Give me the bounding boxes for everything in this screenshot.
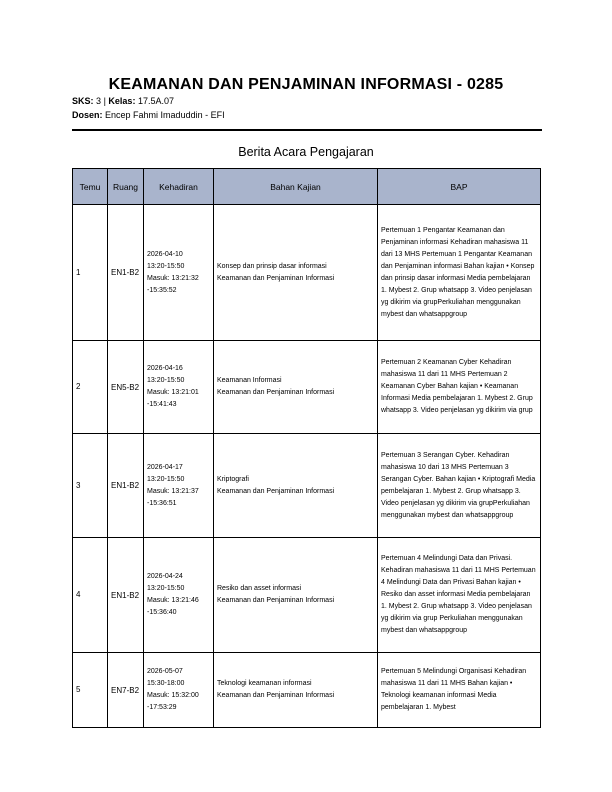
kehadiran-checkout: -17:53:29	[147, 704, 177, 711]
ruang-cell: EN7-B2	[108, 653, 144, 728]
kehadiran-cell	[144, 538, 214, 653]
column-header-bahan-kajian: Bahan Kajian	[214, 169, 378, 205]
kehadiran-checkout: -15:35:52	[147, 286, 177, 294]
ruang-cell: EN1-B2	[108, 205, 144, 341]
bahan-kajian-cell	[214, 538, 378, 653]
table-row	[73, 341, 541, 434]
temu-cell: 1	[73, 205, 108, 341]
bap-cell: Pertemuan 1 Pengantar Keamanan dan Penjaminan informasi Kehadiran mahasiswa 11 dari 13 MHS Pertemuan 1 Pengantar Keamanan dan Penjaminan informasi Bahan kajian • Konsep dan prinsip dasar informasi Media pembelajaran 1. Mybest 2. Grup whatsapp 3. Video penjelasan yg dikirim via grupPerkuliahan menggunakan mybest dan whatsappgroup	[378, 205, 541, 341]
bahan-course: Keamanan dan Penjaminan Informasi	[217, 389, 335, 396]
kehadiran-checkin: Masuk: 15:32:00	[147, 692, 199, 699]
bahan-kajian-cell	[214, 205, 378, 341]
dosen-label: Dosen:	[72, 110, 103, 120]
bap-cell: Pertemuan 2 Keamanan Cyber Kehadiran mahasiswa 11 dari 11 MHS Pertemuan 2 Keamanan Cyber Bahan kajian • Keamanan Informasi Media pembelajaran 1. Mybest 2. Grup whatsapp 3. Video penjelasan yg dikirim via grup	[378, 341, 541, 434]
separator: |	[103, 96, 106, 106]
kehadiran-schedule: 13:20-15:50	[147, 377, 185, 384]
header-divider	[72, 129, 542, 131]
temu-cell: 4	[73, 538, 108, 653]
kelas-value: 17.5A.07	[137, 96, 174, 106]
bap-table	[72, 168, 541, 728]
kehadiran-checkout: -15:36:51	[147, 499, 177, 507]
kehadiran-schedule: 15:30-18:00	[147, 680, 185, 687]
kehadiran-cell	[144, 434, 214, 538]
ruang-cell: EN1-B2	[108, 434, 144, 538]
kehadiran-date: 2026-04-10	[147, 250, 183, 258]
kehadiran-checkin: Masuk: 13:21:32	[147, 274, 199, 282]
bahan-course: Keamanan dan Penjaminan Informasi	[217, 274, 335, 282]
kehadiran-cell	[144, 205, 214, 341]
bahan-kajian-cell	[214, 434, 378, 538]
kehadiran-date: 2026-04-16	[147, 365, 183, 372]
kehadiran-schedule: 13:20-15:50	[147, 475, 185, 483]
ruang-cell: EN1-B2	[108, 538, 144, 653]
kehadiran-cell	[144, 341, 214, 434]
kehadiran-checkin: Masuk: 13:21:01	[147, 389, 199, 396]
kehadiran-schedule: 13:20-15:50	[147, 585, 185, 592]
ruang-cell: EN5-B2	[108, 341, 144, 434]
column-header-kehadiran: Kehadiran	[144, 169, 214, 205]
temu-cell: 3	[73, 434, 108, 538]
bahan-kajian-cell	[214, 653, 378, 728]
bap-cell: Pertemuan 3 Serangan Cyber. Kehadiran mahasiswa 10 dari 13 MHS Pertemuan 3 Serangan Cyber. Bahan kajian • Kriptografi Media pembelajaran 1. Mybest 2. Grup whatsapp 3. Video penjelasan yg dikirim via grupPerkuliahan menggunakan mybest dan whatsappgroup	[378, 434, 541, 538]
bahan-topic: Teknologi keamanan informasi	[217, 680, 312, 687]
section-title: Berita Acara Pengajaran	[238, 145, 374, 159]
kehadiran-cell	[144, 653, 214, 728]
table-row	[73, 434, 541, 538]
kehadiran-date: 2026-05-07	[147, 668, 183, 675]
bahan-course: Keamanan dan Penjaminan Informasi	[217, 692, 335, 699]
kehadiran-date: 2026-04-24	[147, 573, 183, 580]
table-row	[73, 653, 541, 728]
bahan-kajian-cell	[214, 341, 378, 434]
dosen-value: Encep Fahmi Imaduddin - EFI	[105, 110, 225, 120]
temu-cell: 5	[73, 653, 108, 728]
bap-cell: Pertemuan 5 Melindungi Organisasi Kehadiran mahasiswa 11 dari 11 MHS Bahan kajian • Teknologi keamanan informasi Media pembelajaran 1. Mybest	[378, 653, 541, 728]
course-info	[72, 96, 174, 106]
kehadiran-checkout: -15:36:40	[147, 609, 177, 616]
table-header-row	[73, 169, 541, 205]
sks-label: SKS:	[72, 96, 94, 106]
kehadiran-checkin: Masuk: 13:21:46	[147, 597, 199, 604]
kehadiran-schedule: 13:20-15:50	[147, 262, 185, 270]
bahan-topic: Konsep dan prinsip dasar informasi	[217, 262, 327, 270]
sks-value: 3	[96, 96, 102, 106]
bahan-topic: Keamanan Informasi	[217, 377, 282, 384]
bahan-course: Keamanan dan Penjaminan Informasi	[217, 487, 335, 495]
kehadiran-checkout: -15:41:43	[147, 401, 177, 408]
column-header-ruang: Ruang	[108, 169, 144, 205]
bahan-course: Keamanan dan Penjaminan Informasi	[217, 597, 335, 604]
column-header-temu: Temu	[73, 169, 108, 205]
kehadiran-checkin: Masuk: 13:21:37	[147, 487, 199, 495]
bahan-topic: Kriptografi	[217, 475, 249, 483]
document-title: KEAMANAN DAN PENJAMINAN INFORMASI - 0285	[108, 76, 504, 93]
column-header-bap: BAP	[378, 169, 541, 205]
table-row	[73, 205, 541, 341]
temu-cell: 2	[73, 341, 108, 434]
kehadiran-date: 2026-04-17	[147, 463, 183, 471]
kelas-label: Kelas:	[108, 96, 136, 106]
bap-cell: Pertemuan 4 Melindungi Data dan Privasi. Kehadiran mahasiswa 11 dari 11 MHS Pertemuan 4 Melindungi Data dan Privasi Bahan kajian • Resiko dan asset informasi Media pembelajaran 1. Mybest 2. Grup whatsapp 3. Video penjelasan yg dikirim via grup Perkuliahan menggunakan mybest dan whatsappgroup	[378, 538, 541, 653]
table-row	[73, 538, 541, 653]
bahan-topic: Resiko dan asset informasi	[217, 585, 302, 592]
lecturer-info	[72, 110, 225, 120]
